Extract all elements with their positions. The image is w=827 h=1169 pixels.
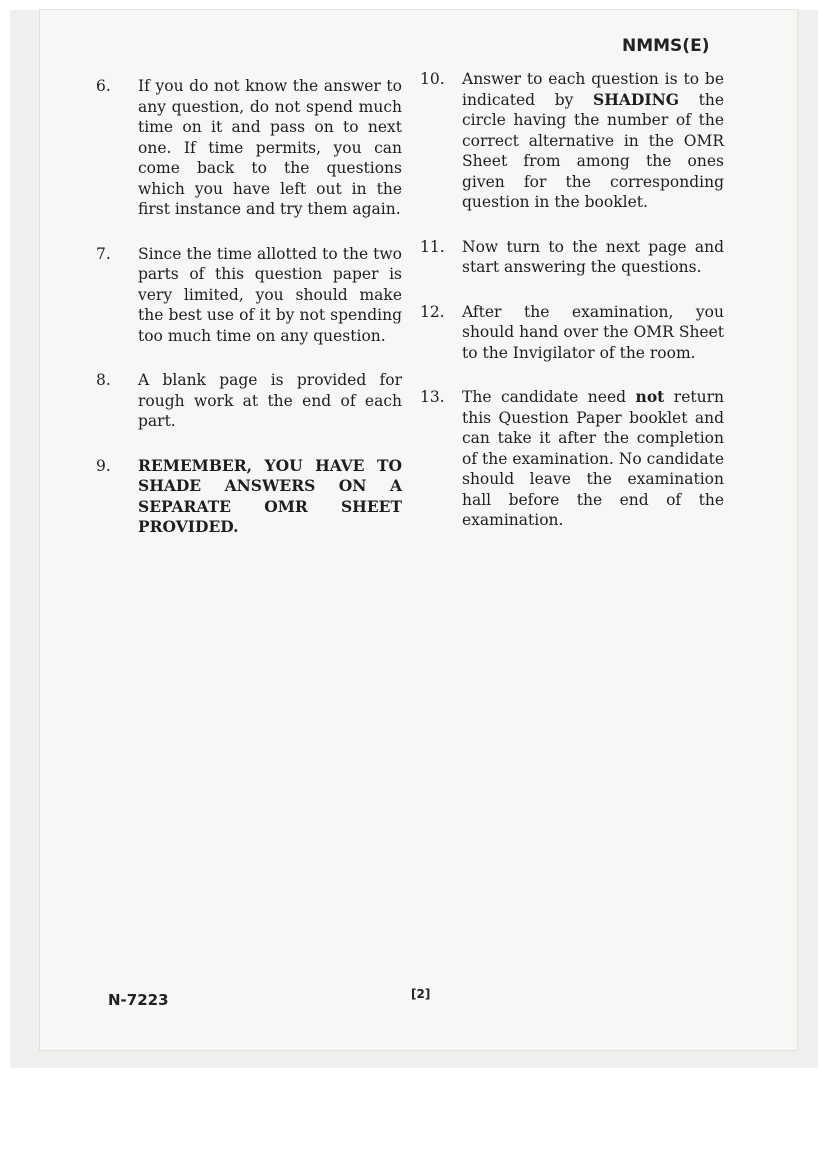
instruction-number: 12. bbox=[420, 302, 445, 321]
instruction-text-bold: REMEMBER, YOU HAVE TO SHADE ANSWERS ON A SEPARATE OMR SHEET PROVIDED. bbox=[138, 455, 402, 536]
instructions-left-column bbox=[96, 76, 402, 558]
instruction-text: The candidate need not return this Question Paper booklet and can take it after the completion of the examination. No candidate should leave the examination hall before the end of the examination. bbox=[462, 387, 724, 529]
instruction-text: Now turn to the next page and start answering the questions. bbox=[462, 237, 724, 276]
paper-code-footer: N-7223 bbox=[108, 991, 169, 1009]
emphasis-text: not bbox=[635, 387, 665, 406]
instruction-item bbox=[96, 370, 402, 432]
page-number: [2] bbox=[411, 987, 431, 1001]
instruction-text: Answer to each question is to be indicated by SHADING the circle having the number of the correct alternative in the OMR Sheet from among the ones given for the corresponding question in the booklet. bbox=[462, 70, 724, 211]
instruction-text: After the examination, you should hand over the OMR Sheet to the Invigilator of the room. bbox=[462, 302, 724, 362]
instruction-number: 13. bbox=[420, 388, 445, 406]
instruction-number: 10. bbox=[420, 70, 445, 88]
instruction-item bbox=[420, 302, 724, 364]
instruction-number: 6. bbox=[96, 77, 111, 95]
instructions-right-column bbox=[420, 69, 724, 551]
instruction-item bbox=[96, 244, 402, 347]
paper-code-header: NMMS(E) bbox=[622, 36, 710, 56]
instruction-text: If you do not know the answer to any question, do not spend much time on it and pass on to next one. If time permits, you can come back to the questions which you have left out in the first instance and try them again. bbox=[138, 77, 402, 218]
instruction-item bbox=[420, 69, 724, 213]
instruction-item bbox=[96, 76, 402, 220]
instruction-number: 7. bbox=[96, 244, 111, 263]
instruction-item bbox=[420, 237, 724, 278]
instruction-number: 8. bbox=[96, 371, 111, 389]
instruction-text: Since the time allotted to the two parts of this question paper is very limited, you should make the best use of it by not spending too much time on any question. bbox=[138, 244, 402, 345]
instruction-item bbox=[420, 387, 724, 531]
instruction-number: 11. bbox=[420, 237, 445, 256]
instruction-text: A blank page is provided for rough work at the end of each part. bbox=[138, 371, 402, 430]
emphasis-text: SHADING bbox=[593, 89, 679, 109]
instruction-number: 9. bbox=[96, 456, 111, 475]
instruction-item bbox=[96, 456, 402, 538]
